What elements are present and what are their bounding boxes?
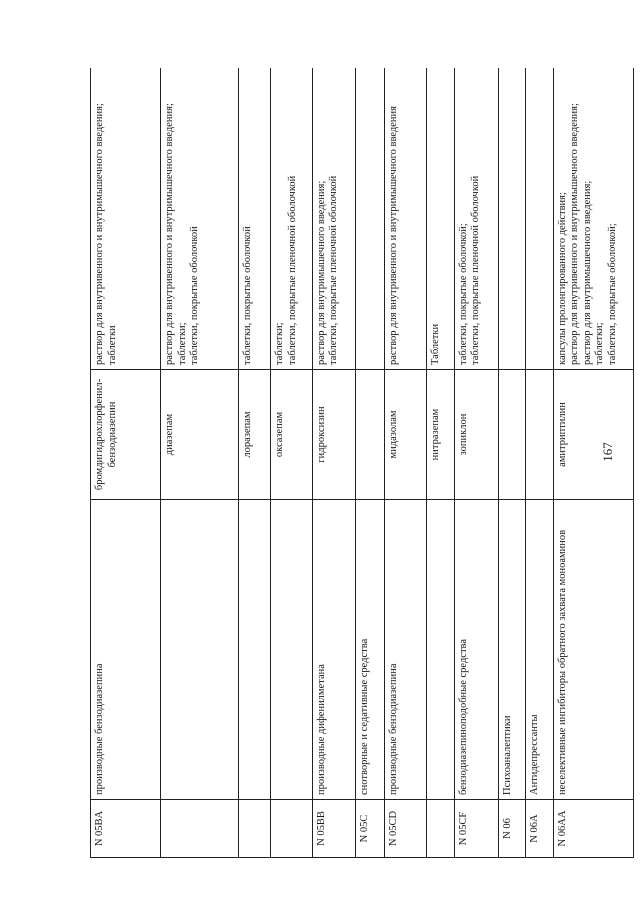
- atc-code-cell: N 06: [498, 800, 526, 858]
- group-name-cell: [271, 500, 312, 800]
- atc-code-cell: N 05C: [356, 800, 385, 858]
- atc-code-cell: N 05BA: [91, 800, 161, 858]
- atc-code-cell: N 05CF: [454, 800, 498, 858]
- atc-code-cell: [161, 800, 239, 858]
- dosage-forms-cell: таблетки, покрытые оболочкой; таблетки, покрытые пленочной оболочкой: [454, 68, 498, 370]
- table-row: [356, 68, 385, 858]
- atc-code-cell: N 06A: [526, 800, 554, 858]
- table-row: [239, 68, 271, 858]
- table-row: [454, 68, 498, 858]
- inn-name-cell: амитриптилин: [553, 370, 633, 500]
- dosage-forms-cell: Таблетки: [427, 68, 455, 370]
- inn-name-cell: мидазолам: [384, 370, 426, 500]
- group-name-cell: [161, 500, 239, 800]
- atc-code-cell: [239, 800, 271, 858]
- atc-code-cell: N 05BB: [312, 800, 356, 858]
- dosage-forms-cell: раствор для внутривенного и внутримышечного введения: [384, 68, 426, 370]
- atc-code-cell: [427, 800, 455, 858]
- inn-name-cell: нитразепам: [427, 370, 455, 500]
- table-body: [91, 68, 634, 858]
- atc-code-cell: N 05CD: [384, 800, 426, 858]
- inn-name-cell: [498, 370, 526, 500]
- atc-code-cell: [271, 800, 312, 858]
- group-name-cell: производные бензодиазепина: [91, 500, 161, 800]
- group-name-cell: неселективные ингибиторы обратного захвата моноаминов: [553, 500, 633, 800]
- group-name-cell: производные бензодиазепина: [384, 500, 426, 800]
- dosage-forms-cell: таблетки; таблетки, покрытые пленочной оболочкой: [271, 68, 312, 370]
- inn-name-cell: [356, 370, 385, 500]
- inn-name-cell: оксазепам: [271, 370, 312, 500]
- group-name-cell: Антидепрессанты: [526, 500, 554, 800]
- atc-code-cell: N 06AA: [553, 800, 633, 858]
- table-wrapper: [90, 68, 634, 858]
- table-row: [553, 68, 633, 858]
- group-name-cell: производные дифенилметана: [312, 500, 356, 800]
- inn-name-cell: диазепам: [161, 370, 239, 500]
- page-number: 167: [600, 442, 615, 462]
- group-name-cell: бензодиазепиноподобные средства: [454, 500, 498, 800]
- dosage-forms-cell: раствор для внутривенного и внутримышечного введения; таблетки: [91, 68, 161, 370]
- inn-name-cell: лоразепам: [239, 370, 271, 500]
- table-row: [384, 68, 426, 858]
- inn-name-cell: [526, 370, 554, 500]
- dosage-forms-cell: [356, 68, 385, 370]
- dosage-forms-cell: раствор для внутривенного и внутримышечного введения; таблетки; таблетки, покрытые оболочкой: [161, 68, 239, 370]
- inn-name-cell: гидроксизин: [312, 370, 356, 500]
- table-row: [427, 68, 455, 858]
- dosage-forms-cell: [526, 68, 554, 370]
- table-row: [271, 68, 312, 858]
- dosage-forms-cell: [498, 68, 526, 370]
- drug-table: [90, 68, 634, 858]
- dosage-forms-cell: раствор для внутримышечного введения; таблетки, покрытые пленочной оболочкой: [312, 68, 356, 370]
- group-name-cell: Психоаналептики: [498, 500, 526, 800]
- table-row: [91, 68, 161, 858]
- group-name-cell: [427, 500, 455, 800]
- inn-name-cell: зопиклон: [454, 370, 498, 500]
- table-row: [498, 68, 526, 858]
- group-name-cell: снотворные и седативные средства: [356, 500, 385, 800]
- table-row: [526, 68, 554, 858]
- table-row: [161, 68, 239, 858]
- dosage-forms-cell: таблетки, покрытые оболочкой: [239, 68, 271, 370]
- dosage-forms-cell: капсулы пролонгированного действия; раствор для внутривенного и внутримышечного введения; раствор для внутримышечного введения; таблетки; таблетки, покрытые оболочкой;: [553, 68, 633, 370]
- table-row: [312, 68, 356, 858]
- inn-name-cell: бромдигидрохлорфенил-бензодиазепин: [91, 370, 161, 500]
- rotated-page-content: [90, 68, 634, 858]
- group-name-cell: [239, 500, 271, 800]
